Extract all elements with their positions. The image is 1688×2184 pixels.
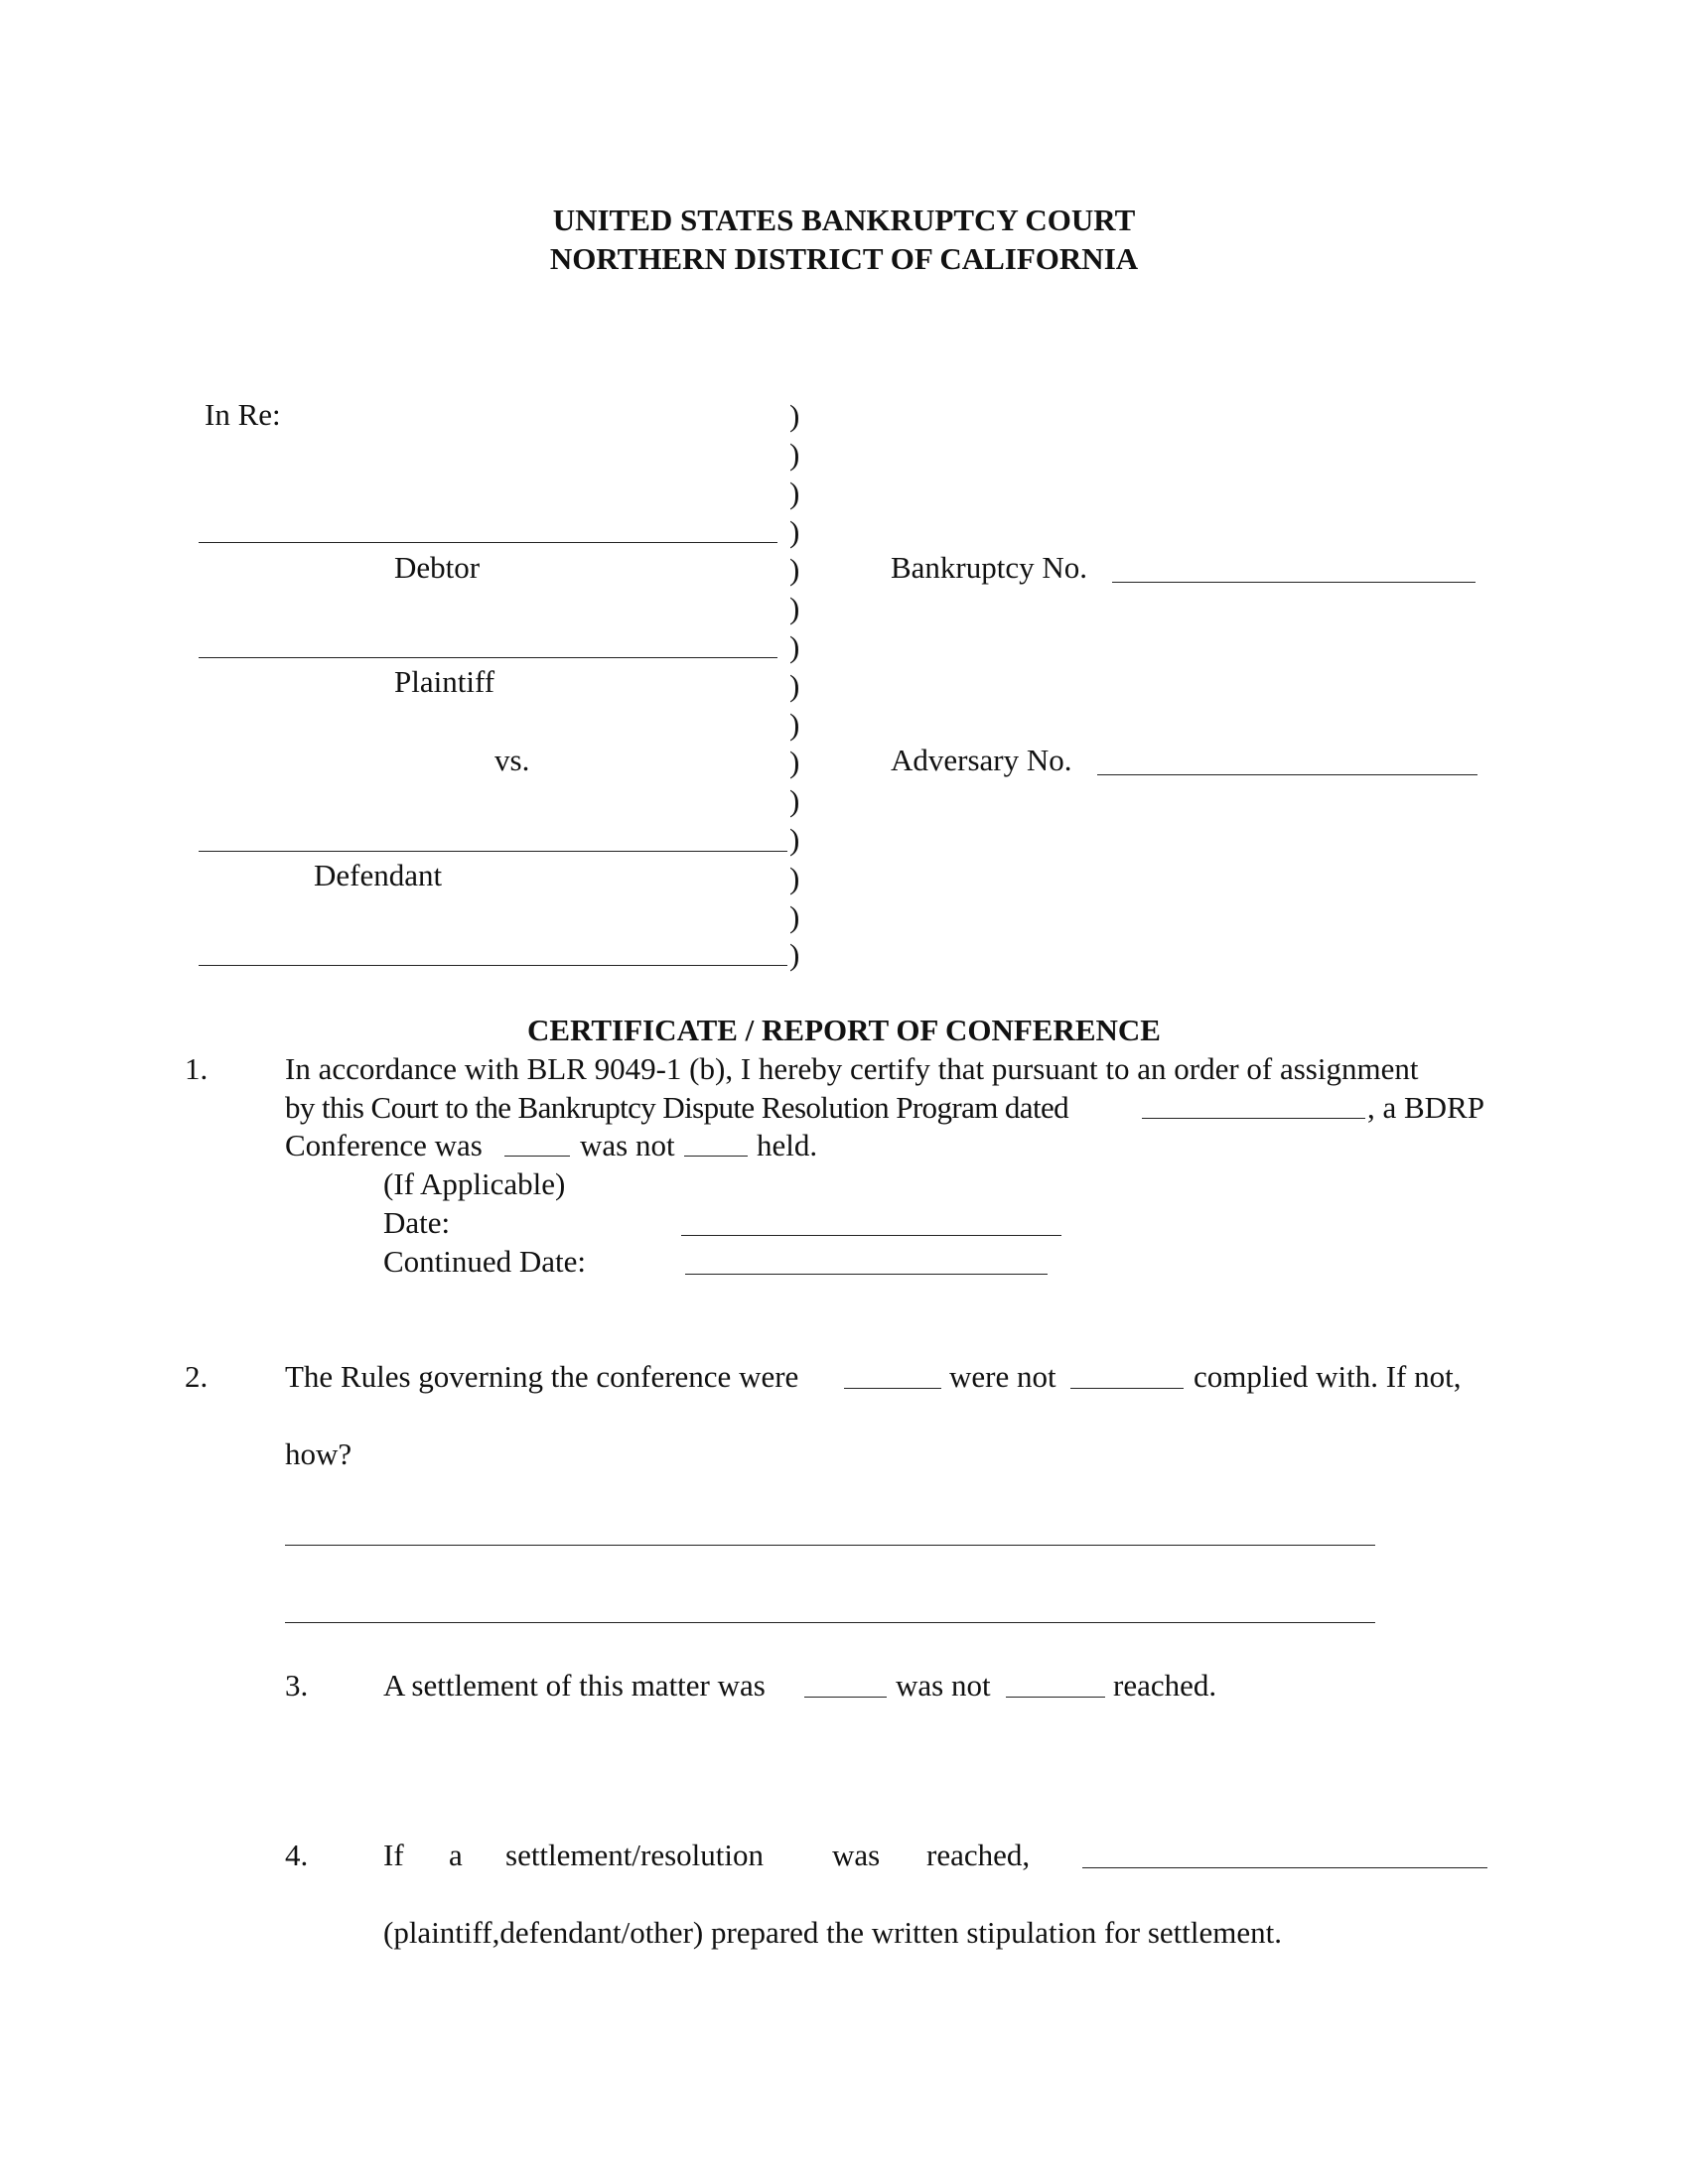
item-2-how: how? (285, 1436, 352, 1471)
rules-complied-field[interactable] (844, 1388, 941, 1389)
item-1-line2-end: , a BDRP (1367, 1090, 1484, 1125)
if-applicable-label: (If Applicable) (383, 1166, 566, 1201)
caption-paren: ) (789, 707, 800, 742)
plaintiff-line[interactable] (199, 657, 777, 658)
caption-paren: ) (789, 591, 800, 625)
vs-label: vs. (494, 743, 530, 777)
item-1-line3-a: Conference was (285, 1128, 483, 1162)
item-4-word: reached, (926, 1838, 1031, 1872)
settlement-reached-field[interactable] (804, 1697, 887, 1698)
rules-not-complied-field[interactable] (1070, 1388, 1184, 1389)
continued-date-field[interactable] (685, 1274, 1048, 1275)
adversary-no-label: Adversary No. (891, 743, 1072, 777)
item-1-line2: by this Court to the Bankruptcy Dispute Resolution Program dated (285, 1090, 1069, 1125)
certificate-title: CERTIFICATE / REPORT OF CONFERENCE (527, 1013, 1161, 1047)
plaintiff-label: Plaintiff (394, 664, 495, 699)
continued-date-label: Continued Date: (383, 1244, 587, 1279)
caption-paren: ) (789, 783, 800, 818)
item-3-number: 3. (285, 1668, 309, 1703)
caption-paren: ) (789, 552, 800, 587)
date-label: Date: (383, 1205, 451, 1240)
court-name: UNITED STATES BANKRUPTCY COURT (552, 203, 1136, 237)
caption-paren: ) (789, 668, 800, 703)
item-2-explanation-line-2[interactable] (285, 1622, 1375, 1623)
bankruptcy-no-field[interactable] (1112, 582, 1476, 583)
stipulation-preparer-field[interactable] (1082, 1867, 1487, 1868)
item-4-word: If (383, 1838, 404, 1872)
caption-bottom-line (199, 965, 787, 966)
item-2-text-b: were not (949, 1359, 1056, 1394)
caption-paren: ) (789, 861, 800, 895)
caption-paren: ) (789, 398, 800, 433)
bankruptcy-no-label: Bankruptcy No. (891, 550, 1088, 585)
item-1-line3-c: held. (757, 1128, 818, 1162)
caption-paren: ) (789, 514, 800, 549)
item-3-text-a: A settlement of this matter was (383, 1668, 766, 1703)
item-4-word: was (832, 1838, 881, 1872)
debtor-label: Debtor (394, 550, 481, 585)
item-4-word: settlement/resolution (505, 1838, 765, 1872)
caption-paren: ) (789, 629, 800, 664)
caption-paren: ) (789, 476, 800, 510)
in-re-label: In Re: (205, 397, 281, 432)
item-3-text-c: reached. (1113, 1668, 1217, 1703)
item-4-number: 4. (285, 1838, 309, 1872)
item-1-line3-b: was not (580, 1128, 675, 1162)
order-date-field[interactable] (1142, 1118, 1365, 1119)
caption-paren: ) (789, 745, 800, 779)
item-2-explanation-line-1[interactable] (285, 1545, 1375, 1546)
debtor-line[interactable] (199, 542, 777, 543)
item-2-number: 2. (185, 1359, 209, 1394)
date-field[interactable] (681, 1235, 1061, 1236)
conference-was-field[interactable] (504, 1156, 570, 1157)
item-1-number: 1. (185, 1051, 209, 1086)
defendant-line[interactable] (199, 851, 787, 852)
caption-paren: ) (789, 899, 800, 934)
item-3-text-b: was not (896, 1668, 991, 1703)
defendant-label: Defendant (314, 858, 443, 892)
settlement-not-reached-field[interactable] (1006, 1697, 1105, 1698)
conference-was-not-field[interactable] (684, 1156, 748, 1157)
item-4-line2: (plaintiff,defendant/other) prepared the written stipulation for settlement. (383, 1915, 1283, 1950)
item-2-text-a: The Rules governing the conference were (285, 1359, 799, 1394)
court-district: NORTHERN DISTRICT OF CALIFORNIA (549, 241, 1139, 276)
caption-paren: ) (789, 822, 800, 857)
item-4-word: a (449, 1838, 463, 1872)
adversary-no-field[interactable] (1097, 774, 1477, 775)
item-2-text-c: complied with. If not, (1194, 1359, 1462, 1394)
caption-paren: ) (789, 437, 800, 472)
item-1-line1: In accordance with BLR 9049-1 (b), I hereby certify that pursuant to an order of assignment (285, 1051, 1419, 1086)
caption-paren: ) (789, 937, 800, 972)
